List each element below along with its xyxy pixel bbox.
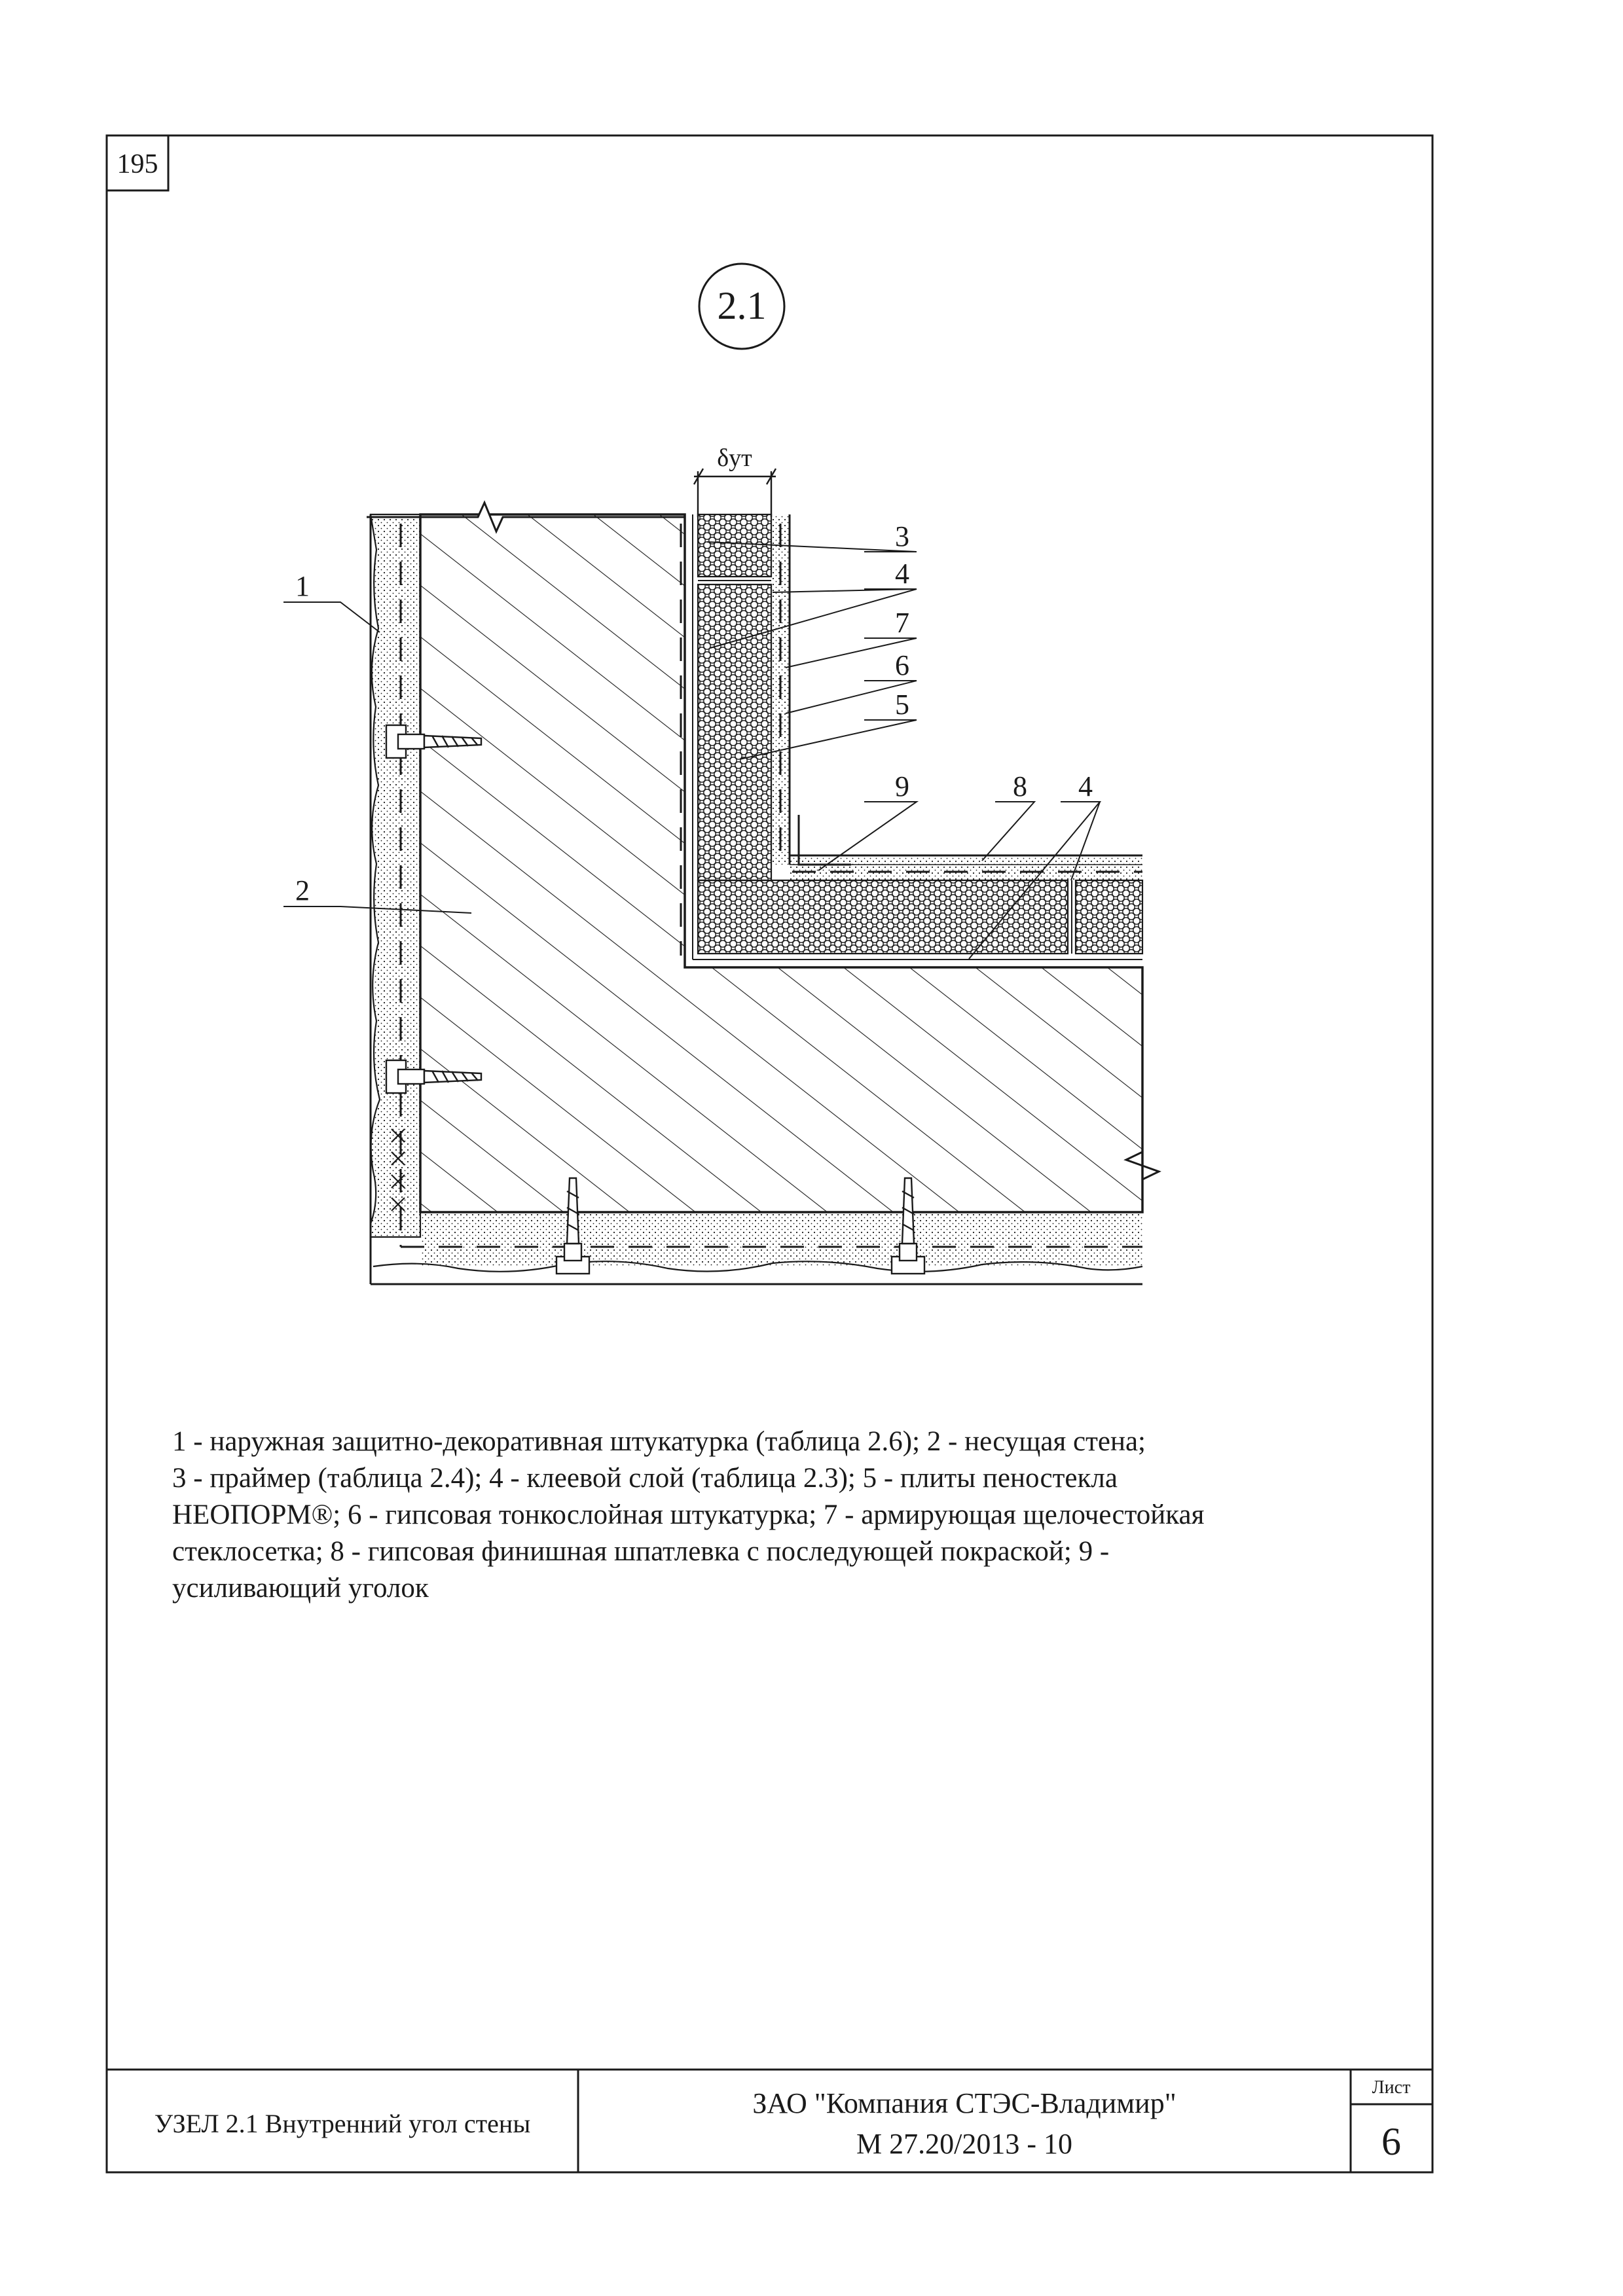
title-doc-code: М 27.20/2013 - 10 [856,2128,1072,2160]
callout-7: 7 [895,607,909,639]
callout-3: 3 [895,520,909,552]
callout-4-lower: 4 [1078,770,1093,802]
page-number: 195 [117,149,158,179]
callout-6: 6 [895,649,909,681]
callout-2: 2 [295,874,310,906]
callout-4-upper: 4 [895,558,909,590]
thickness-dimension [694,469,776,517]
title-node: УЗЕЛ 2.1 Внутренний угол стены [154,2109,531,2138]
callout-1: 1 [295,570,310,602]
legend [172,1424,1364,1607]
legend-line: НЕОПОРМ®; 6 - гипсовая тонкослойная штукатурка; 7 - армирующая щелочестойкая [172,1499,1205,1530]
legend-line: 3 - праймер (таблица 2.4); 4 - клеевой слой (таблица 2.3); 5 - плиты пеностекла [172,1463,1118,1494]
legend-line: стеклосетка; 8 - гипсовая финишная шпатлевка с последующей покраской; 9 - [172,1536,1110,1567]
callout-9: 9 [895,770,909,802]
callout-8: 8 [1013,770,1027,802]
sheet-number: 6 [1381,2120,1401,2163]
legend-line: усиливающий уголок [172,1573,429,1604]
title-company: ЗАО "Компания СТЭС-Владимир" [752,2087,1176,2119]
external-plaster-left [371,514,420,1237]
thickness-label: δут [717,444,752,472]
callout-5: 5 [895,689,909,721]
node-marker-label: 2.1 [717,284,767,327]
legend-line: 1 - наружная защитно-декоративная штукатурка (таблица 2.6); 2 - несущая стена; [172,1426,1146,1457]
external-plaster-bottom [420,1212,1142,1266]
sheet-label: Лист [1372,2077,1411,2098]
